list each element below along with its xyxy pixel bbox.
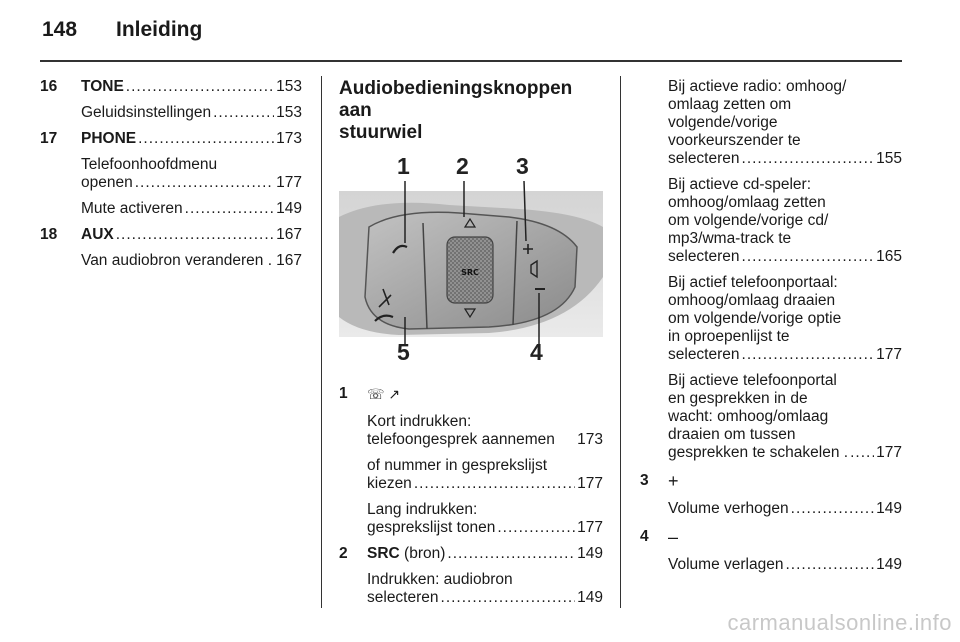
page-ref[interactable]: 153: [276, 78, 302, 95]
item-text: selecteren: [367, 589, 439, 606]
item-text: volgende/vorige: [668, 114, 778, 131]
index-entry-16: [40, 78, 302, 122]
text-block: [668, 176, 902, 266]
text-block: [668, 274, 902, 364]
item-text: omlaag zetten om: [668, 96, 792, 113]
src-button-label: SRC: [461, 268, 479, 277]
item-text: voorkeurszender te: [668, 132, 801, 149]
sub-entry-text: Geluidsinstellingen: [81, 104, 212, 121]
item-text: Bij actief telefoonportaal:: [668, 274, 838, 291]
section-title-line: Audiobedieningsknoppen aan: [339, 78, 573, 121]
text-block: [668, 78, 902, 168]
figure-callout-3: 3: [516, 153, 529, 179]
item-text: omhoog/omlaag draaien: [668, 292, 836, 309]
middle-column: [339, 78, 603, 607]
index-entry-18: [40, 226, 302, 270]
page-ref[interactable]: 165: [876, 248, 902, 265]
figure-callout-1: 1: [397, 153, 410, 179]
watermark: carmanualsonline.info: [727, 610, 952, 635]
text-block: [668, 372, 902, 462]
page-ref[interactable]: 177: [577, 475, 603, 492]
item-text: Indrukken: audiobron: [367, 571, 513, 588]
steering-wheel-illustration: [339, 153, 603, 375]
column-divider-2: [620, 76, 621, 608]
item-text: Lang indrukken:: [367, 501, 478, 518]
section-title: [339, 78, 603, 144]
page-ref[interactable]: 167: [276, 252, 302, 269]
item-text: selecteren: [668, 248, 740, 265]
item-text: wacht: omhoog/omlaag: [668, 408, 829, 425]
item-text: om volgende/vorige cd/: [668, 212, 829, 229]
item-number: 1: [339, 385, 348, 402]
phone-icon: ☏ ↗: [367, 386, 401, 402]
page-ref[interactable]: 177: [276, 174, 302, 191]
entry-number: 16: [40, 78, 58, 95]
item-text: kiezen: [367, 475, 412, 492]
page-ref[interactable]: 173: [577, 431, 603, 448]
item-text: gesprekslijst tonen: [367, 519, 496, 536]
figure-callout-5: 5: [397, 339, 410, 365]
steering-wheel-controls-photo: [339, 153, 603, 375]
item-text: om volgende/vorige optie: [668, 310, 842, 327]
page-ref[interactable]: 149: [577, 589, 603, 606]
item-text: omhoog/omlaag zetten: [668, 194, 826, 211]
page-ref[interactable]: 167: [276, 226, 302, 243]
control-item-3: [640, 472, 902, 518]
page-ref[interactable]: 149: [876, 556, 902, 573]
page-number: 148: [42, 18, 78, 41]
entry-label: PHONE: [81, 130, 137, 147]
item-text: in oproepenlijst te: [668, 328, 790, 345]
item-number: 3: [640, 472, 649, 489]
page-ref[interactable]: 177: [577, 519, 603, 536]
item-text: gesprekken te schakelen .: [668, 444, 849, 461]
figure-callout-4: 4: [530, 339, 543, 365]
item-text: Volume verhogen: [668, 500, 789, 517]
right-column: [640, 78, 902, 574]
minus-icon: –: [668, 527, 679, 547]
left-column: [40, 78, 302, 270]
item-text: selecteren: [668, 346, 740, 363]
page-ref[interactable]: 177: [876, 346, 902, 363]
page-ref[interactable]: 155: [876, 150, 902, 167]
plus-icon: +: [668, 471, 679, 491]
page-ref[interactable]: 149: [876, 500, 902, 517]
section-title-line: stuurwiel: [339, 122, 423, 143]
entry-number: 17: [40, 130, 58, 147]
page-ref[interactable]: 153: [276, 104, 302, 121]
index-entry-17: [40, 130, 302, 218]
src-label: SRC: [367, 545, 400, 562]
entry-label: TONE: [81, 78, 124, 95]
column-divider-1: [321, 76, 322, 608]
item-text: mp3/wma-track te: [668, 230, 792, 247]
page-ref[interactable]: 149: [577, 545, 603, 562]
entry-number: 18: [40, 226, 58, 243]
item-text: telefoongesprek aannemen: [367, 431, 555, 448]
item-text: draaien om tussen: [668, 426, 796, 443]
item-number: 4: [640, 528, 649, 545]
item-text: Volume verlagen: [668, 556, 784, 573]
control-item-1: [339, 385, 603, 537]
control-item-2: [339, 545, 603, 607]
item-text: Bij actieve cd-speler:: [668, 176, 812, 193]
page-header: [42, 18, 202, 42]
sub-entry-text: Mute activeren: [81, 200, 183, 217]
item-text: en gesprekken in de: [668, 390, 808, 407]
src-suffix: (bron): [399, 545, 446, 562]
page-title: Inleiding: [116, 18, 203, 41]
entry-label: AUX: [81, 226, 114, 243]
item-text: Kort indrukken:: [367, 413, 472, 430]
item-number: 2: [339, 545, 348, 562]
header-rule: [40, 60, 902, 62]
item-text: Bij actieve radio: omhoog/: [668, 78, 847, 95]
item-text: of nummer in gesprekslijst: [367, 457, 548, 474]
item-text: Bij actieve telefoonportal: [668, 372, 837, 389]
sub-entry-text: Van audiobron veranderen .: [81, 252, 273, 269]
figure-callout-2: 2: [456, 153, 469, 179]
item-text: selecteren: [668, 150, 740, 167]
page-ref[interactable]: 149: [276, 200, 302, 217]
page-ref[interactable]: 173: [276, 130, 302, 147]
sub-entry-text: Telefoonhoofdmenu: [81, 156, 218, 173]
page-ref[interactable]: 177: [876, 444, 902, 461]
control-item-2-continued: [640, 78, 902, 462]
sub-entry-text: openen: [81, 174, 133, 191]
control-item-4: [640, 528, 902, 574]
